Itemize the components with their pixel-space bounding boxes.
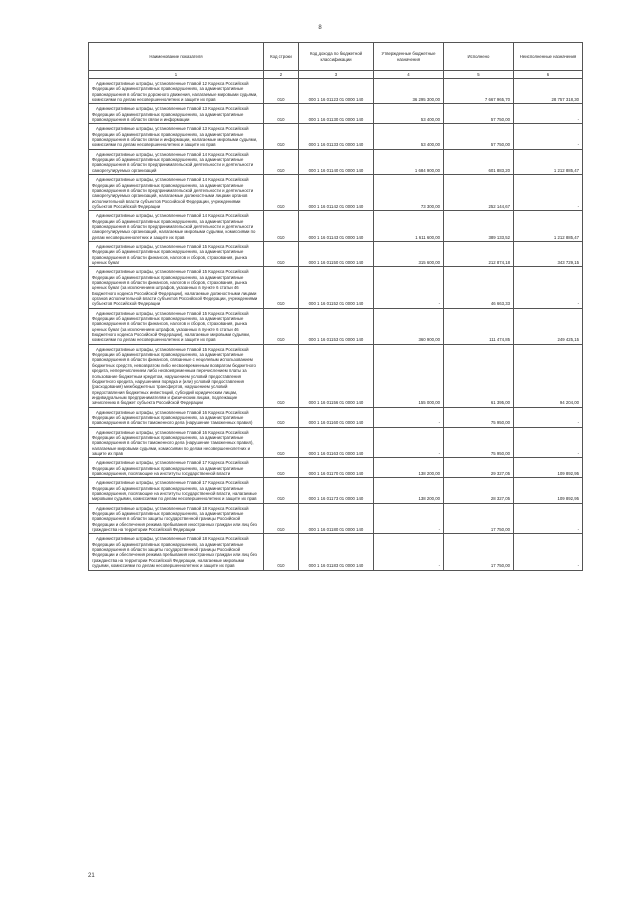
unexecuted-amount: 28 757 318,30 [514,79,583,104]
indicator-name: Административные штрафы, установленные Главой 17 Кодекса Российской Федерации об административных правонарушениях, за административные правонарушения, посягающие на институты государственной власти, налагаемые мировыми судьями, комиссиями по делам несовершеннолетних и защите их прав [89,478,264,503]
table-row [89,407,583,427]
approved-amount: - [374,267,444,308]
table-row [89,175,583,211]
executed-amount: 28 327,05 [444,478,514,503]
table-row [89,241,583,266]
line-code: 010 [264,427,299,458]
approved-amount: - [374,503,444,534]
income-code: 000 1 16 01156 01 0000 140 [299,344,374,407]
indicator-name: Административные штрафы, установленные Главой 16 Кодекса Российской Федерации об административных правонарушениях, за административные правонарушения в области таможенного дела (нарушение таможенных правил) [89,407,264,427]
unexecuted-amount: 1 212 885,47 [514,211,583,242]
unexecuted-amount: 109 892,95 [514,458,583,478]
column-number: 4 [374,71,444,79]
income-code: 000 1 16 01142 01 0000 140 [299,175,374,211]
line-code: 010 [264,503,299,534]
indicator-name: Административные штрафы, установленные Главой 18 Кодекса Российской Федерации об административных правонарушениях, за административные правонарушения в области защиты государственной границы Российской Федерации и обеспечения режима пребывания иностранных граждан или лиц без гражданства на территории Российской Федерации [89,503,264,534]
unexecuted-amount: 1 212 885,47 [514,149,583,174]
indicator-name: Административные штрафы, установленные Главой 18 Кодекса Российской Федерации об административных правонарушениях, за административные правонарушения в области защиты государственной границы Российской Федерации и обеспечения режима пребывания иностранных граждан или лиц без гражданства на территории Российской Федерации, налагаемые мировыми судьями, комиссиями по делам несовершеннолетних и защите их прав [89,534,264,570]
indicator-name: Административные штрафы, установленные Главой 14 Кодекса Российской Федерации об административных правонарушениях, за административные правонарушения в области предпринимательской деятельности и деятельности саморегулируемых организаций, налагаемые мировыми судьями, комиссиями по делам несовершеннолетних и защите их прав [89,211,264,242]
approved-amount: 315 600,00 [374,241,444,266]
footer-page-number: 21 [88,873,95,879]
executed-amount: 75 950,00 [444,407,514,427]
executed-amount: 252 144,67 [444,175,514,211]
indicator-name: Административные штрафы, установленные Главой 15 Кодекса Российской Федерации об административных правонарушениях, за административные правонарушения в области финансов, связанные с нецелевым использованием бюджетных средств, невозвратом либо несвоевременным возвратом бюджетного кредита, неперечислением либо несвоевременным перечислением платы за пользование бюджетным кредитом, нарушением условий предоставления бюджетного кредита, нарушением порядка и (или) условий предоставления (расходования) межбюджетных трансфертов, нарушением условий предоставления бюджетных инвестиций, субсидий юридическим лицам, индивидуальным предпринимателям и физическим лицам, подлежащие зачислению в бюджет субъекта Российской Федерации [89,344,264,407]
indicator-name: Административные штрафы, установленные Главой 15 Кодекса Российской Федерации об административных правонарушениях, за административные правонарушения в области финансов, налогов и сборов, страхования, рынка ценных бумаг (за исключением штрафов, указанных в пункте 6 статьи 46 Бюджетного кодекса Российской Федерации), налагаемые мировыми судьями, комиссиями по делам несовершеннолетних и защите их прав [89,308,264,344]
table-row [89,124,583,149]
income-code: 000 1 16 01123 01 0000 140 [299,79,374,104]
line-code: 010 [264,534,299,570]
income-code: 000 1 16 01143 01 0000 140 [299,211,374,242]
header-line-code: Код строки [264,43,299,71]
table-row [89,211,583,242]
income-code: 000 1 16 01180 01 0000 140 [299,503,374,534]
line-code: 010 [264,79,299,104]
approved-amount: - [374,534,444,570]
column-number-row [89,71,583,79]
header-indicator-name: Наименование показателя [89,43,264,71]
income-code: 000 1 16 01153 01 0000 140 [299,308,374,344]
unexecuted-amount: 94 204,00 [514,344,583,407]
page-number: 8 [318,25,322,31]
approved-amount: 53 400,00 [374,104,444,124]
table-row [89,344,583,407]
income-code: 000 1 16 01170 01 0000 140 [299,458,374,478]
table-row [89,427,583,458]
unexecuted-amount: - [514,503,583,534]
column-number: 3 [299,71,374,79]
line-code: 010 [264,407,299,427]
budget-execution-table [88,42,583,571]
unexecuted-amount: - [514,534,583,570]
line-code: 010 [264,267,299,308]
approved-amount: 155 000,00 [374,344,444,407]
approved-amount: 1 684 900,00 [374,149,444,174]
header-approved: Утвержденные бюджетные назначения [374,43,444,71]
line-code: 010 [264,211,299,242]
approved-amount: 138 200,00 [374,458,444,478]
line-code: 010 [264,175,299,211]
executed-amount: 17 750,00 [444,534,514,570]
column-number: 5 [444,71,514,79]
table-row [89,478,583,503]
indicator-name: Административные штрафы, установленные Главой 12 Кодекса Российской Федерации об административных правонарушениях, за административные правонарушения в области дорожного движения, налагаемые мировыми судьями, комиссиями по делам несовершеннолетних и защите их прав [89,79,264,104]
approved-amount: 360 900,00 [374,308,444,344]
approved-amount: - [374,407,444,427]
table-row [89,104,583,124]
indicator-name: Административные штрафы, установленные Главой 15 Кодекса Российской Федерации об административных правонарушениях, за административные правонарушения в области финансов, налогов и сборов, страхования, рынка ценных бумаг (за исключением штрафов, указанных в пункте 6 статьи 46 Бюджетного кодекса Российской Федерации), налагаемые должностными лицами органов исполнительной власти субъектов Российской Федерации, учреждениями субъектов Российской Федерации [89,267,264,308]
table-header-row [89,43,583,71]
executed-amount: 7 667 965,70 [444,79,514,104]
table-row [89,267,583,308]
indicator-name: Административные штрафы, установленные Главой 16 Кодекса Российской Федерации об административных правонарушениях, за административные правонарушения в области таможенного дела (нарушение таможенных правил), налагаемые мировыми судьями, комиссиями по делам несовершеннолетних и защите их прав [89,427,264,458]
income-code: 000 1 16 01150 01 0000 140 [299,241,374,266]
unexecuted-amount: - [514,407,583,427]
approved-amount: 36 295 300,00 [374,79,444,104]
unexecuted-amount: - [514,124,583,149]
table-row [89,503,583,534]
line-code: 010 [264,344,299,407]
income-code: 000 1 16 01152 01 0000 140 [299,267,374,308]
income-code: 000 1 16 01140 01 0000 140 [299,149,374,174]
executed-amount: 75 950,00 [444,427,514,458]
indicator-name: Административные штрафы, установленные Главой 17 Кодекса Российской Федерации об административных правонарушениях, за административные правонарушения, посягающие на институты государственной власти [89,458,264,478]
approved-amount: 53 400,00 [374,124,444,149]
header-unexecuted: Неисполненные назначения [514,43,583,71]
line-code: 010 [264,478,299,503]
approved-amount: 1 611 600,00 [374,211,444,242]
line-code: 010 [264,458,299,478]
table-row [89,534,583,570]
column-number: 1 [89,71,264,79]
executed-amount: 601 883,20 [444,149,514,174]
line-code: 010 [264,104,299,124]
income-code: 000 1 16 01183 01 0000 140 [299,534,374,570]
income-code: 000 1 16 01133 01 0000 140 [299,124,374,149]
income-code: 000 1 16 01163 01 0000 140 [299,427,374,458]
unexecuted-amount: - [514,267,583,308]
indicator-name: Административные штрафы, установленные Главой 14 Кодекса Российской Федерации об административных правонарушениях, за административные правонарушения в области предпринимательской деятельности и деятельности саморегулируемых организаций [89,149,264,174]
column-number: 6 [514,71,583,79]
table-row [89,458,583,478]
unexecuted-amount: 109 892,95 [514,478,583,503]
unexecuted-amount: - [514,175,583,211]
table-body [89,79,583,571]
line-code: 010 [264,124,299,149]
approved-amount: - [374,427,444,458]
executed-amount: 57 750,00 [444,104,514,124]
unexecuted-amount: 249 425,15 [514,308,583,344]
header-income-code: Код дохода по бюджетной классификации [299,43,374,71]
table-row [89,149,583,174]
executed-amount: 17 750,00 [444,503,514,534]
executed-amount: 61 395,00 [444,344,514,407]
executed-amount: 111 474,85 [444,308,514,344]
executed-amount: 46 663,33 [444,267,514,308]
indicator-name: Административные штрафы, установленные Главой 14 Кодекса Российской Федерации об административных правонарушениях, за административные правонарушения в области предпринимательской деятельности и деятельности саморегулируемых организаций, налагаемые должностными лицами органов исполнительной власти субъектов Российской Федерации, учреждениями субъектов Российской Федерации [89,175,264,211]
income-code: 000 1 16 01160 01 0000 140 [299,407,374,427]
table-row [89,308,583,344]
indicator-name: Административные штрафы, установленные Главой 13 Кодекса Российской Федерации об административных правонарушениях, за административные правонарушения в области связи и информации [89,104,264,124]
header-executed: Исполнено [444,43,514,71]
executed-amount: 29 327,05 [444,458,514,478]
indicator-name: Административные штрафы, установленные Главой 13 Кодекса Российской Федерации об административных правонарушениях, за административные правонарушения в области связи и информации, налагаемые мировыми судьями, комиссиями по делам несовершеннолетних и защите их прав [89,124,264,149]
approved-amount: 138 200,00 [374,478,444,503]
income-code: 000 1 16 01130 01 0000 140 [299,104,374,124]
line-code: 010 [264,308,299,344]
approved-amount: 73 300,00 [374,175,444,211]
table-row [89,79,583,104]
income-code: 000 1 16 01173 01 0000 140 [299,478,374,503]
indicator-name: Административные штрафы, установленные Главой 15 Кодекса Российской Федерации об административных правонарушениях, за административные правонарушения в области финансов, налогов и сборов, страхования, рынка ценных бумаг [89,241,264,266]
executed-amount: 389 133,52 [444,211,514,242]
line-code: 010 [264,149,299,174]
column-number: 2 [264,71,299,79]
executed-amount: 57 750,00 [444,124,514,149]
unexecuted-amount: - [514,427,583,458]
unexecuted-amount: - [514,104,583,124]
executed-amount: 212 874,18 [444,241,514,266]
line-code: 010 [264,241,299,266]
unexecuted-amount: 343 729,15 [514,241,583,266]
